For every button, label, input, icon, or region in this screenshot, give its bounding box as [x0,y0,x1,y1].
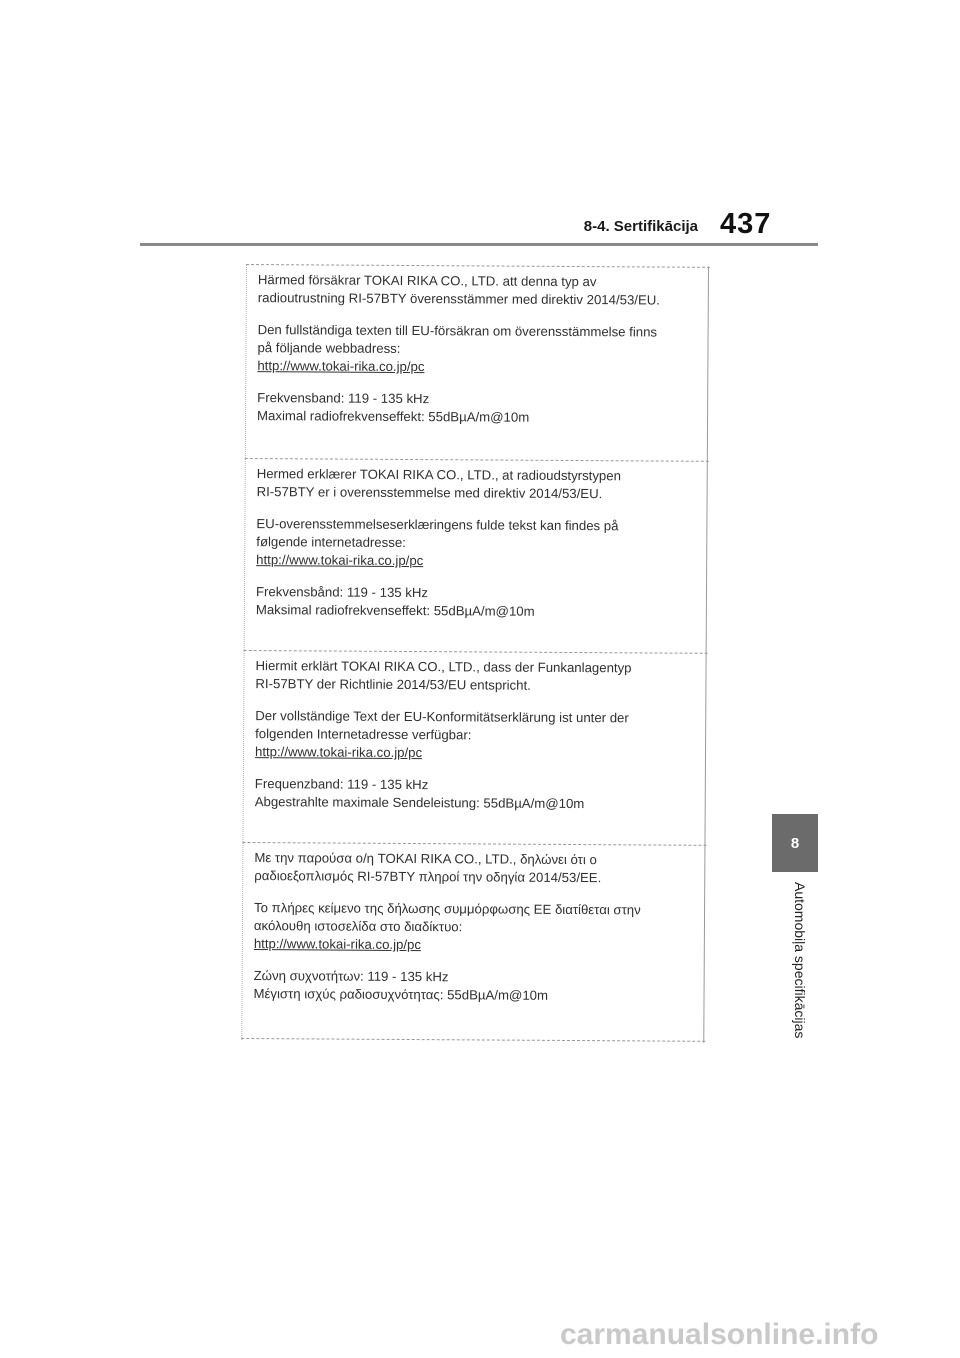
text-line: følgende internetadresse: [256,534,406,550]
page-header [0,0,960,250]
declaration-box [241,264,710,1043]
spec-paragraph [255,775,695,814]
declaration-paragraph [257,321,697,378]
page-number: 437 [720,208,772,240]
text-line: EU-overensstemmelseserklæringens fulde tekst kan findes på [256,516,619,534]
doc-url-link[interactable]: http://www.tokai-rika.co.jp/pc [254,744,423,761]
declaration-swedish [245,264,710,442]
chapter-label [790,882,810,1062]
section-title: 8-4. Sertifikācija [583,218,698,235]
text-line: Hermed erklærer TOKAI RIKA CO., LTD., at radioudstyrstypen [256,466,622,484]
text-line: radioutrustning RI-57BTY överensstämmer med direktiv 2014/53/EU. [257,290,661,308]
declaration-paragraph [258,271,698,310]
text-line: Hiermit erklärt TOKAI RIKA CO., LTD., dass der Funkanlagentyp [255,658,632,676]
frequency-band: Frekvensbånd: 119 - 135 kHz [255,584,429,601]
declaration-greek [241,842,706,1020]
declaration-danish [244,458,709,636]
text-line: ραδιοεξοπλισμός RI-57BTY πληροί την οδηγία 2014/53/ΕΕ. [254,868,602,886]
doc-url-link[interactable]: http://www.tokai-rika.co.jp/pc [253,936,422,953]
frequency-band: Ζώνη συχνοτήτων: 119 - 135 kHz [253,968,449,985]
doc-url-link[interactable]: http://www.tokai-rika.co.jp/pc [257,358,425,375]
text-line: folgenden Internetadresse verfügbar: [255,726,472,743]
frequency-band: Frekvensband: 119 - 135 kHz [257,390,430,407]
text-line: Με την παρούσα ο/η TOKAI RIKA CO., LTD., δηλώνει ότι ο [254,850,597,868]
text-line: Den fullständiga texten till EU-försäkran om överensstämmelse finns [257,322,658,340]
spec-paragraph [253,967,693,1006]
declaration-paragraph [257,465,697,504]
chapter-title: Automobiļa specifikācijas [792,882,808,1039]
frame-bottom-border [241,1038,705,1042]
declaration-paragraph [254,849,694,888]
text-line: RI-57BTY er i overensstemmelse med direktiv 2014/53/EU. [256,484,603,502]
chapter-tab [772,814,818,872]
text-line: Το πλήρες κείμενο της δήλωσης συμμόρφωσης ΕΕ διατίθεται στην [254,900,641,918]
declaration-paragraph [255,707,695,764]
watermark-text: carmanualsonline.info [560,1318,879,1351]
text-line: Härmed försäkrar TOKAI RIKA CO., LTD. att denna typ av [257,272,597,290]
text-line: på följande webbadress: [257,340,401,356]
max-power: Maximal radiofrekvenseffekt: 55dBµA/m@10m [257,408,530,425]
doc-url-link[interactable]: http://www.tokai-rika.co.jp/pc [256,552,424,569]
spec-paragraph [256,583,696,622]
frequency-band: Frequenzband: 119 - 135 kHz [254,776,429,793]
max-power: Maksimal radiofrekvenseffekt: 55dBµA/m@10m [255,602,535,619]
declaration-german [243,650,708,828]
chapter-number: 8 [790,834,800,852]
declaration-paragraph [256,515,696,572]
max-power: Μέγιστη ισχύς ραδιοσυχνότητας: 55dBµA/m@10m [253,986,549,1003]
text-line: Der vollständige Text der EU-Konformitätserklärung ist unter der [255,708,629,726]
declaration-paragraph [254,899,694,956]
text-line: RI-57BTY der Richtlinie 2014/53/EU entspricht. [255,676,531,693]
max-power: Abgestrahlte maximale Sendeleistung: 55dBµA/m@10m [254,794,585,812]
text-line: ακόλουθη ιστοσελίδα στο διαδίκτυο: [253,918,463,935]
header-rule [140,243,818,246]
spec-paragraph [257,389,697,428]
declaration-paragraph [255,657,695,696]
